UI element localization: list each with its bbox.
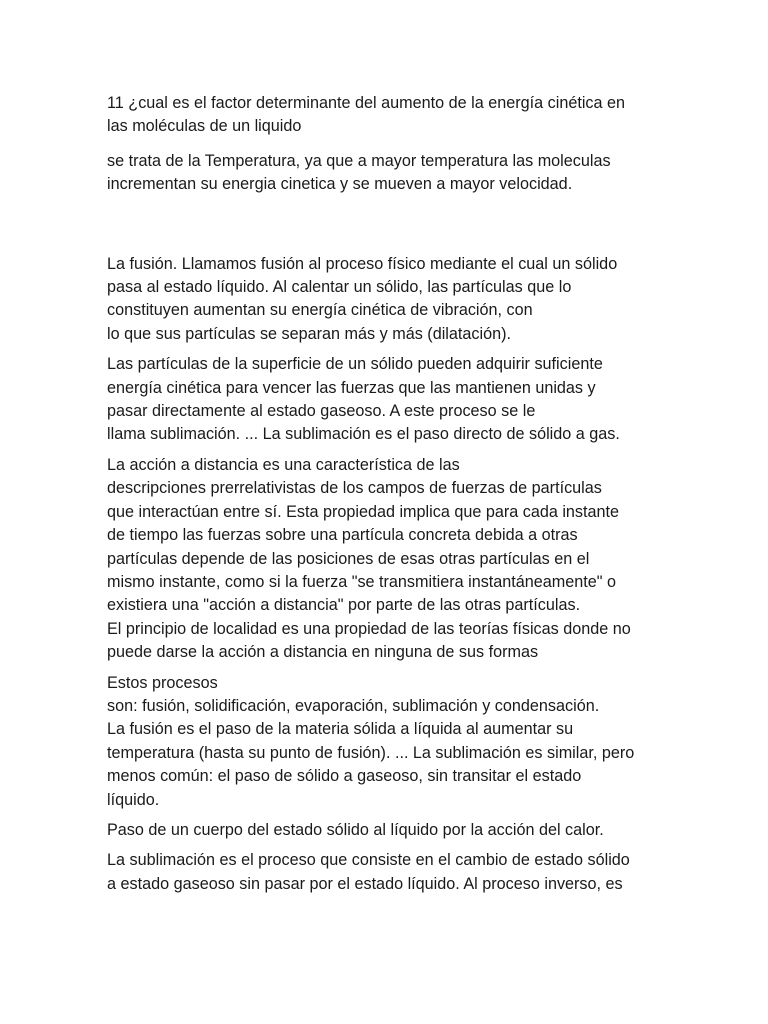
text-line: las moléculas de un liquido (107, 117, 302, 136)
text-line: lo que sus partículas se separan más y más (dilatación). (107, 324, 511, 343)
text-line: La sublimación es el proceso que consiste en el cambio de estado sólido (107, 851, 630, 870)
text-line: La fusión. Llamamos fusión al proceso físico mediante el cual un sólido (107, 254, 618, 273)
text-line: Paso de un cuerpo del estado sólido al líquido por la acción del calor. (107, 820, 604, 839)
text-line: partículas depende de las posiciones de esas otras partículas en el (107, 549, 590, 568)
sublimation-paragraph (107, 353, 667, 447)
text-line: que interactúan entre sí. Esta propiedad implica que para cada instante (107, 502, 620, 521)
text-line: constituyen aumentan su energía cinética de vibración, con (107, 301, 533, 320)
text-line: a estado gaseoso sin pasar por el estado líquido. Al proceso inverso, es (107, 874, 623, 893)
text-line: La fusión es el paso de la materia sólida a líquida al aumentar su (107, 720, 574, 739)
text-line: Estos procesos (107, 673, 218, 692)
text-line: puede darse la acción a distancia en ninguna de sus formas (107, 643, 539, 662)
processes-paragraph (107, 672, 667, 812)
text-line: Las partículas de la superficie de un sólido pueden adquirir suficiente (107, 355, 603, 374)
fusion-paragraph (107, 253, 667, 347)
action-at-distance-paragraph (107, 454, 667, 665)
text-line: pasar directamente al estado gaseoso. A este proceso se le (107, 402, 536, 421)
text-line: temperatura (hasta su punto de fusión). ... La sublimación es similar, pero (107, 743, 635, 762)
text-line: 11 ¿cual es el factor determinante del aumento de la energía cinética en (107, 94, 626, 112)
sublimation-definition-paragraph (107, 849, 667, 896)
text-line: de tiempo las fuerzas sobre una partícula concreta debida a otras (107, 526, 578, 545)
document-page (107, 92, 667, 896)
text-line: menos común: el paso de sólido a gaseoso, sin transitar el estado (107, 767, 582, 786)
text-line: pasa al estado líquido. Al calentar un sólido, las partículas que lo (107, 278, 572, 297)
definition-paragraph (107, 819, 667, 842)
text-line: La acción a distancia es una característica de las (107, 455, 460, 474)
text-line: El principio de localidad es una propiedad de las teorías físicas donde no (107, 619, 631, 638)
text-line: líquido. (107, 790, 160, 809)
question-paragraph (107, 92, 667, 139)
text-line: se trata de la Temperatura, ya que a mayor temperatura las moleculas (107, 151, 611, 170)
text-line: llama sublimación. ... La sublimación es el paso directo de sólido a gas. (107, 425, 620, 444)
text-line: incrementan su energia cinetica y se mueven a mayor velocidad. (107, 175, 573, 194)
text-line: mismo instante, como si la fuerza "se transmitiera instantáneamente" o (107, 572, 617, 591)
answer-paragraph (107, 150, 667, 197)
text-line: energía cinética para vencer las fuerzas que las mantienen unidas y (107, 378, 596, 397)
text-line: existiera una "acción a distancia" por parte de las otras partículas. (107, 596, 581, 615)
text-line: descripciones prerrelativistas de los campos de fuerzas de partículas (107, 479, 602, 498)
text-line: son: fusión, solidificación, evaporación, sublimación y condensación. (107, 696, 600, 715)
